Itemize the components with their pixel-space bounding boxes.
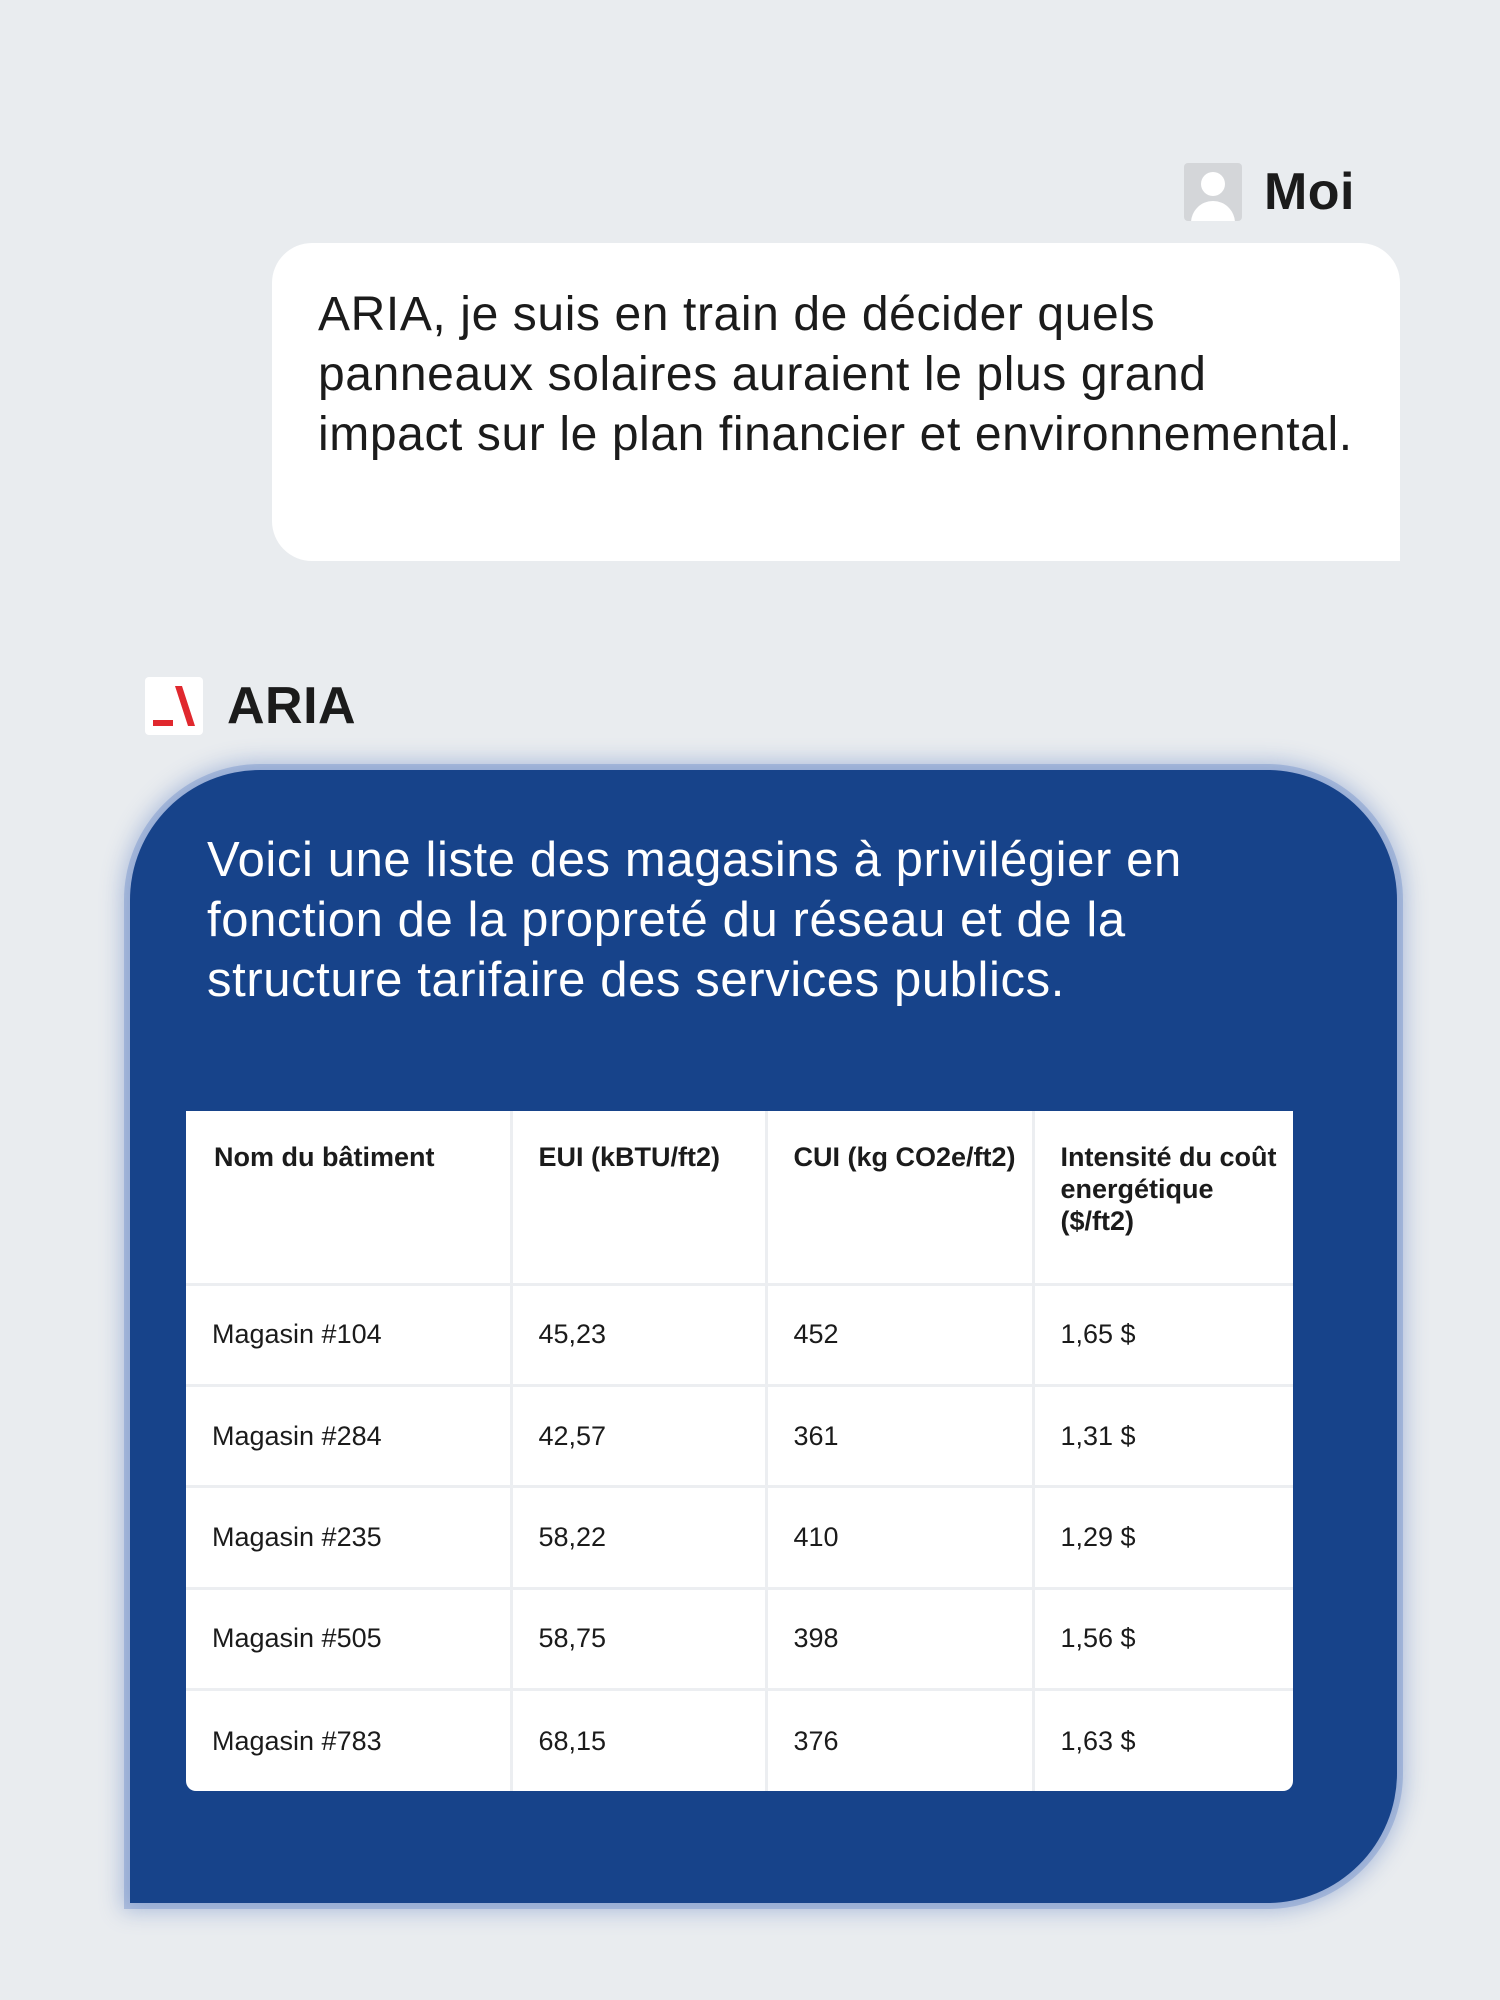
cell-eui: 68,15 [511,1690,766,1791]
cell-eui: 45,23 [511,1284,766,1385]
assistant-name: ARIA [227,677,357,735]
header-eui: EUI (kBTU/ft2) [511,1111,766,1284]
table-row [186,1385,1293,1486]
table-row [186,1487,1293,1588]
cell-building-name: Magasin #284 [186,1385,511,1486]
user-name: Moi [1263,163,1355,221]
cell-eui: 42,57 [511,1385,766,1486]
user-message-bubble [272,243,1400,561]
cell-eui: 58,75 [511,1588,766,1689]
cell-building-name: Magasin #505 [186,1588,511,1689]
user-message-text: ARIA, je suis en train de décider quels panneaux solaires auraient le plus grand impact sur le plan financier et environnemental. [318,288,1353,461]
cell-building-name: Magasin #235 [186,1487,511,1588]
header-building-name: Nom du bâtiment [186,1111,511,1284]
cell-energy-cost: 1,29 $ [1033,1487,1293,1588]
cell-energy-cost: 1,31 $ [1033,1385,1293,1486]
cell-building-name: Magasin #104 [186,1284,511,1385]
cell-energy-cost: 1,65 $ [1033,1284,1293,1385]
assistant-message-text: Voici une liste des magasins à privilégier en fonction de la propreté du réseau et de la structure tarifaire des services publics. [207,833,1182,1007]
cell-cui: 410 [766,1487,1033,1588]
table-header-row [186,1111,1293,1284]
cell-building-name: Magasin #783 [186,1690,511,1791]
assistant-header [145,676,356,736]
table-row [186,1690,1293,1791]
table-row [186,1284,1293,1385]
cell-eui: 58,22 [511,1487,766,1588]
table-row [186,1588,1293,1689]
cell-cui: 376 [766,1690,1033,1791]
user-avatar-icon [1184,163,1242,221]
header-energy-cost-intensity: Intensité du coût energétique ($/ft2) [1033,1111,1293,1284]
cell-cui: 398 [766,1588,1033,1689]
aria-logo-mark [153,684,195,728]
cell-energy-cost: 1,56 $ [1033,1588,1293,1689]
header-cui: CUI (kg CO2e/ft2) [766,1111,1033,1284]
cell-cui: 361 [766,1385,1033,1486]
user-header [1184,160,1355,224]
cell-cui: 452 [766,1284,1033,1385]
store-priority-table [186,1111,1293,1791]
aria-logo-icon [145,677,203,735]
cell-energy-cost: 1,63 $ [1060,1725,1136,1756]
